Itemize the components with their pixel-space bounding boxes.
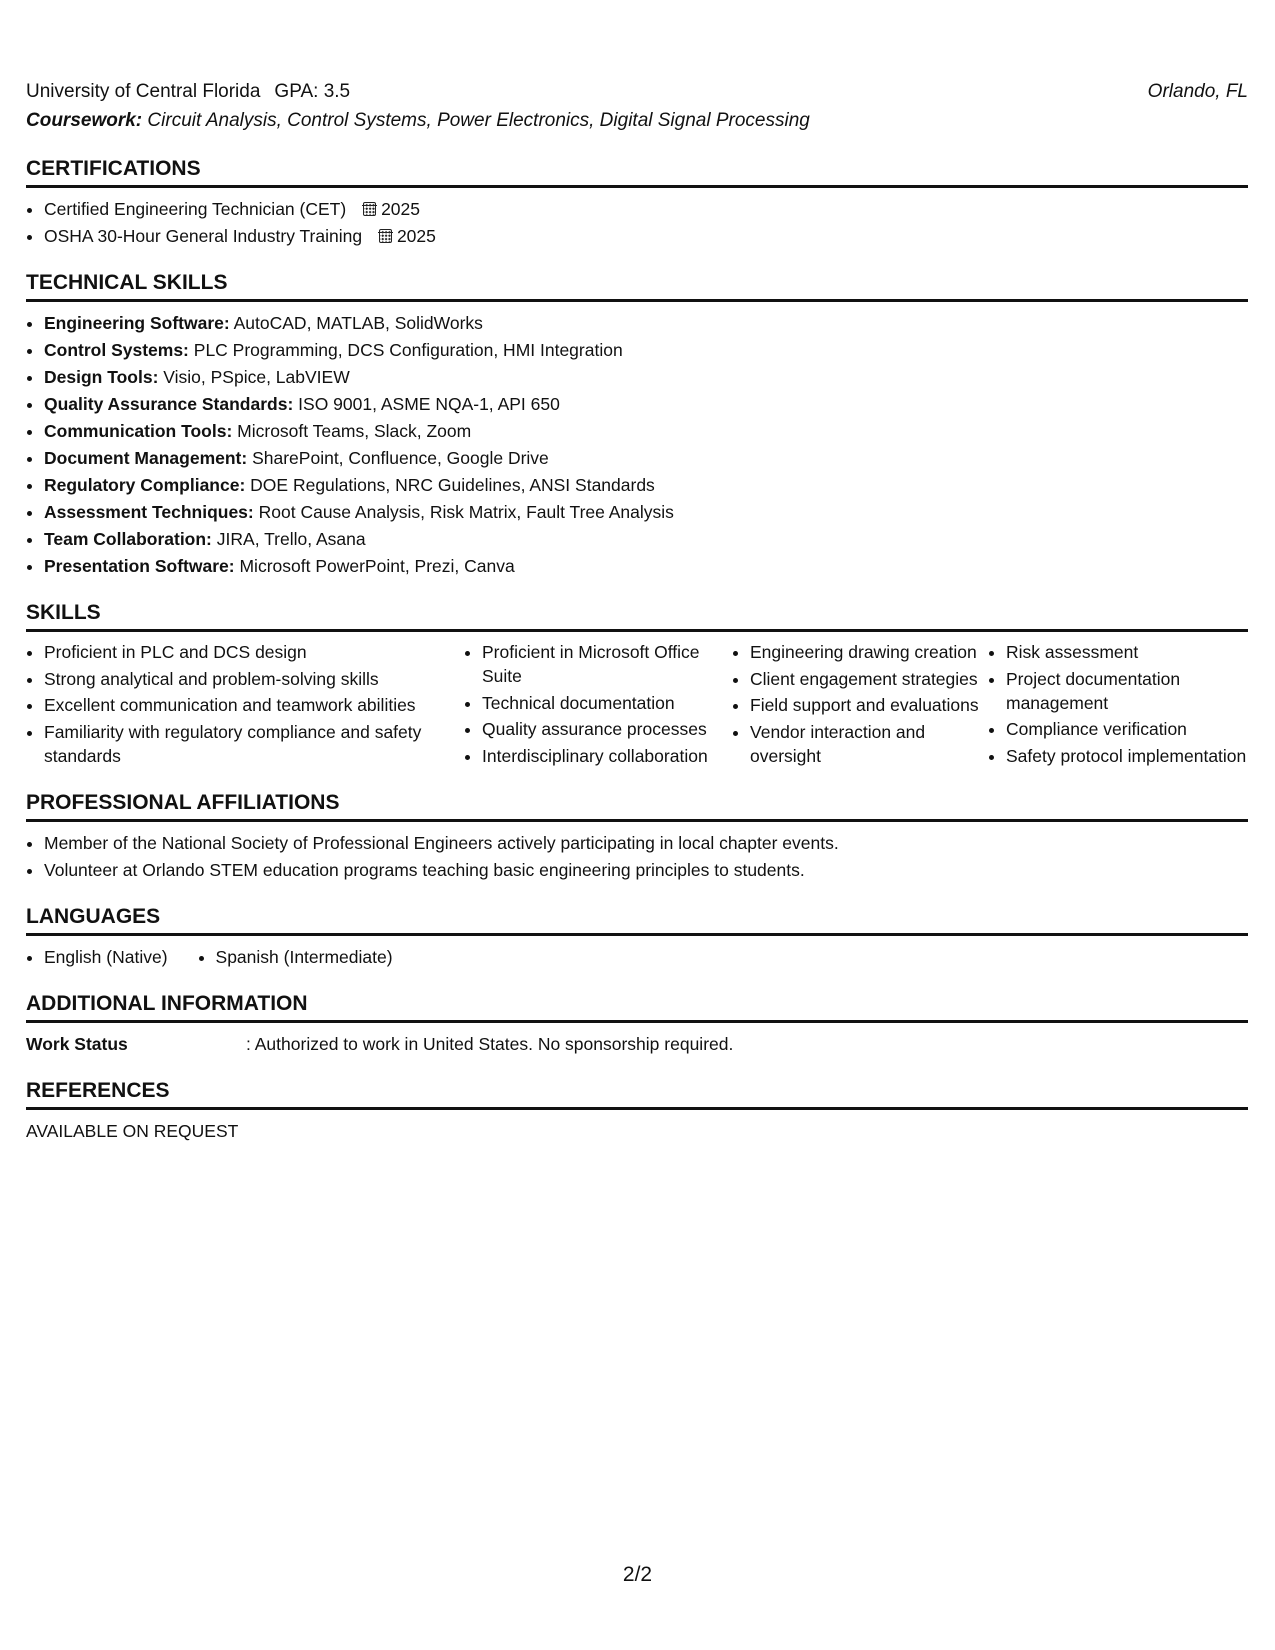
technical-skills-section (26, 270, 1248, 580)
resume-page (26, 78, 1248, 1145)
certification-date: 2025 (381, 199, 420, 219)
education-location: Orlando, FL (1147, 81, 1248, 102)
list-item (44, 364, 1248, 391)
skills-column-4 (988, 640, 1248, 770)
list-item: • Field support and evaluations (750, 693, 988, 717)
references-section (26, 1078, 1248, 1145)
list-item (44, 196, 1248, 223)
list-item: • Engineering drawing creation (750, 640, 988, 664)
skills-section (26, 600, 1248, 770)
coursework-label: Coursework: (26, 110, 143, 131)
calendar-icon (363, 202, 376, 216)
school-name: University of Central Florida (26, 81, 261, 102)
skill-category: Team Collaboration: (44, 529, 212, 549)
list-item (44, 553, 1248, 580)
list-item (44, 418, 1248, 445)
affiliations-list (26, 830, 1248, 884)
list-item: • Member of the National Society of Professional Engineers actively participating in local chapter events. (44, 830, 1248, 857)
languages-section (26, 904, 1248, 971)
skill-values: Microsoft PowerPoint, Prezi, Canva (239, 556, 515, 576)
section-title-technical-skills: TECHNICAL SKILLS (26, 270, 1248, 302)
coursework (26, 106, 1248, 136)
list-item: • Volunteer at Orlando STEM education programs teaching basic engineering principles to students. (44, 857, 1248, 884)
skills-grid (26, 640, 1248, 770)
skill-category: Communication Tools: (44, 421, 233, 441)
skill-values: Microsoft Teams, Slack, Zoom (237, 421, 472, 441)
list-item: • Safety protocol implementation (1006, 744, 1248, 768)
certification-name: OSHA 30-Hour General Industry Training (44, 226, 363, 246)
skill-category: Control Systems: (44, 340, 189, 360)
affiliations-section (26, 790, 1248, 884)
skill-category: Assessment Techniques: (44, 502, 254, 522)
skill-values: SharePoint, Confluence, Google Drive (252, 448, 549, 468)
skills-column-3 (732, 640, 988, 770)
list-item: • Excellent communication and teamwork abilities (44, 693, 464, 717)
skill-values: AutoCAD, MATLAB, SolidWorks (233, 313, 483, 333)
list-item: • Interdisciplinary collaboration (482, 744, 732, 768)
skill-category: Quality Assurance Standards: (44, 394, 294, 414)
list-item (44, 499, 1248, 526)
list-item: • Proficient in Microsoft Office Suite (482, 640, 732, 688)
list-item: • Client engagement strategies (750, 667, 988, 691)
certifications-list (26, 196, 1248, 250)
list-item: • Quality assurance processes (482, 717, 732, 741)
certification-date: 2025 (396, 226, 436, 246)
skill-values: DOE Regulations, NRC Guidelines, ANSI Standards (250, 475, 655, 495)
section-title-languages: LANGUAGES (26, 904, 1248, 936)
skill-category: Engineering Software: (44, 313, 230, 333)
certifications-section (26, 156, 1248, 250)
section-title-certifications: CERTIFICATIONS (26, 156, 1248, 188)
skill-category: Document Management: (44, 448, 248, 468)
skills-column-1 (26, 640, 464, 770)
certification-name: Certified Engineering Technician (CET) (44, 199, 347, 219)
skill-category: Presentation Software: (44, 556, 235, 576)
work-status-label: Work Status (26, 1034, 128, 1054)
list-item: • Project documentation management (1006, 667, 1248, 715)
gpa: GPA: 3.5 (274, 81, 351, 102)
skill-category: Regulatory Compliance: (44, 475, 246, 495)
list-item (44, 526, 1248, 553)
list-item (44, 310, 1248, 337)
skill-values: Root Cause Analysis, Risk Matrix, Fault Tree Analysis (258, 502, 674, 522)
skill-category: Design Tools: (44, 367, 159, 387)
section-title-additional-info: ADDITIONAL INFORMATION (26, 991, 1248, 1023)
languages-list (26, 944, 1248, 971)
work-status-value: : Authorized to work in United States. No sponsorship required. (246, 1034, 734, 1054)
list-item: • Risk assessment (1006, 640, 1248, 664)
language-item: • Spanish (Intermediate) (216, 944, 393, 971)
calendar-icon (379, 229, 392, 243)
skill-values: Visio, PSpice, LabVIEW (163, 367, 350, 387)
page-number: 2/2 (622, 1563, 653, 1586)
list-item: • Vendor interaction and oversight (750, 720, 988, 768)
skill-values: PLC Programming, DCS Configuration, HMI Integration (193, 340, 623, 360)
section-title-affiliations: PROFESSIONAL AFFILIATIONS (26, 790, 1248, 822)
list-item (44, 337, 1248, 364)
list-item: • Compliance verification (1006, 717, 1248, 741)
coursework-list: Circuit Analysis, Control Systems, Power Electronics, Digital Signal Processing (147, 110, 810, 131)
list-item (44, 472, 1248, 499)
list-item (44, 391, 1248, 418)
list-item: • Technical documentation (482, 691, 732, 715)
list-item: • Strong analytical and problem-solving skills (44, 667, 464, 691)
references-text: AVAILABLE ON REQUEST (26, 1121, 239, 1141)
skill-values: JIRA, Trello, Asana (216, 529, 366, 549)
list-item (44, 445, 1248, 472)
list-item: • Familiarity with regulatory compliance and safety standards (44, 720, 464, 768)
skill-values: ISO 9001, ASME NQA-1, API 650 (298, 394, 560, 414)
section-title-references: REFERENCES (26, 1078, 1248, 1110)
work-status-row (26, 1031, 1248, 1058)
skills-column-2 (464, 640, 732, 770)
education-header (26, 78, 1248, 106)
list-item: • Proficient in PLC and DCS design (44, 640, 464, 664)
technical-skills-list (26, 310, 1248, 580)
language-item: • English (Native) (44, 944, 168, 971)
list-item (44, 223, 1248, 250)
additional-info-section (26, 991, 1248, 1058)
section-title-skills: SKILLS (26, 600, 1248, 632)
